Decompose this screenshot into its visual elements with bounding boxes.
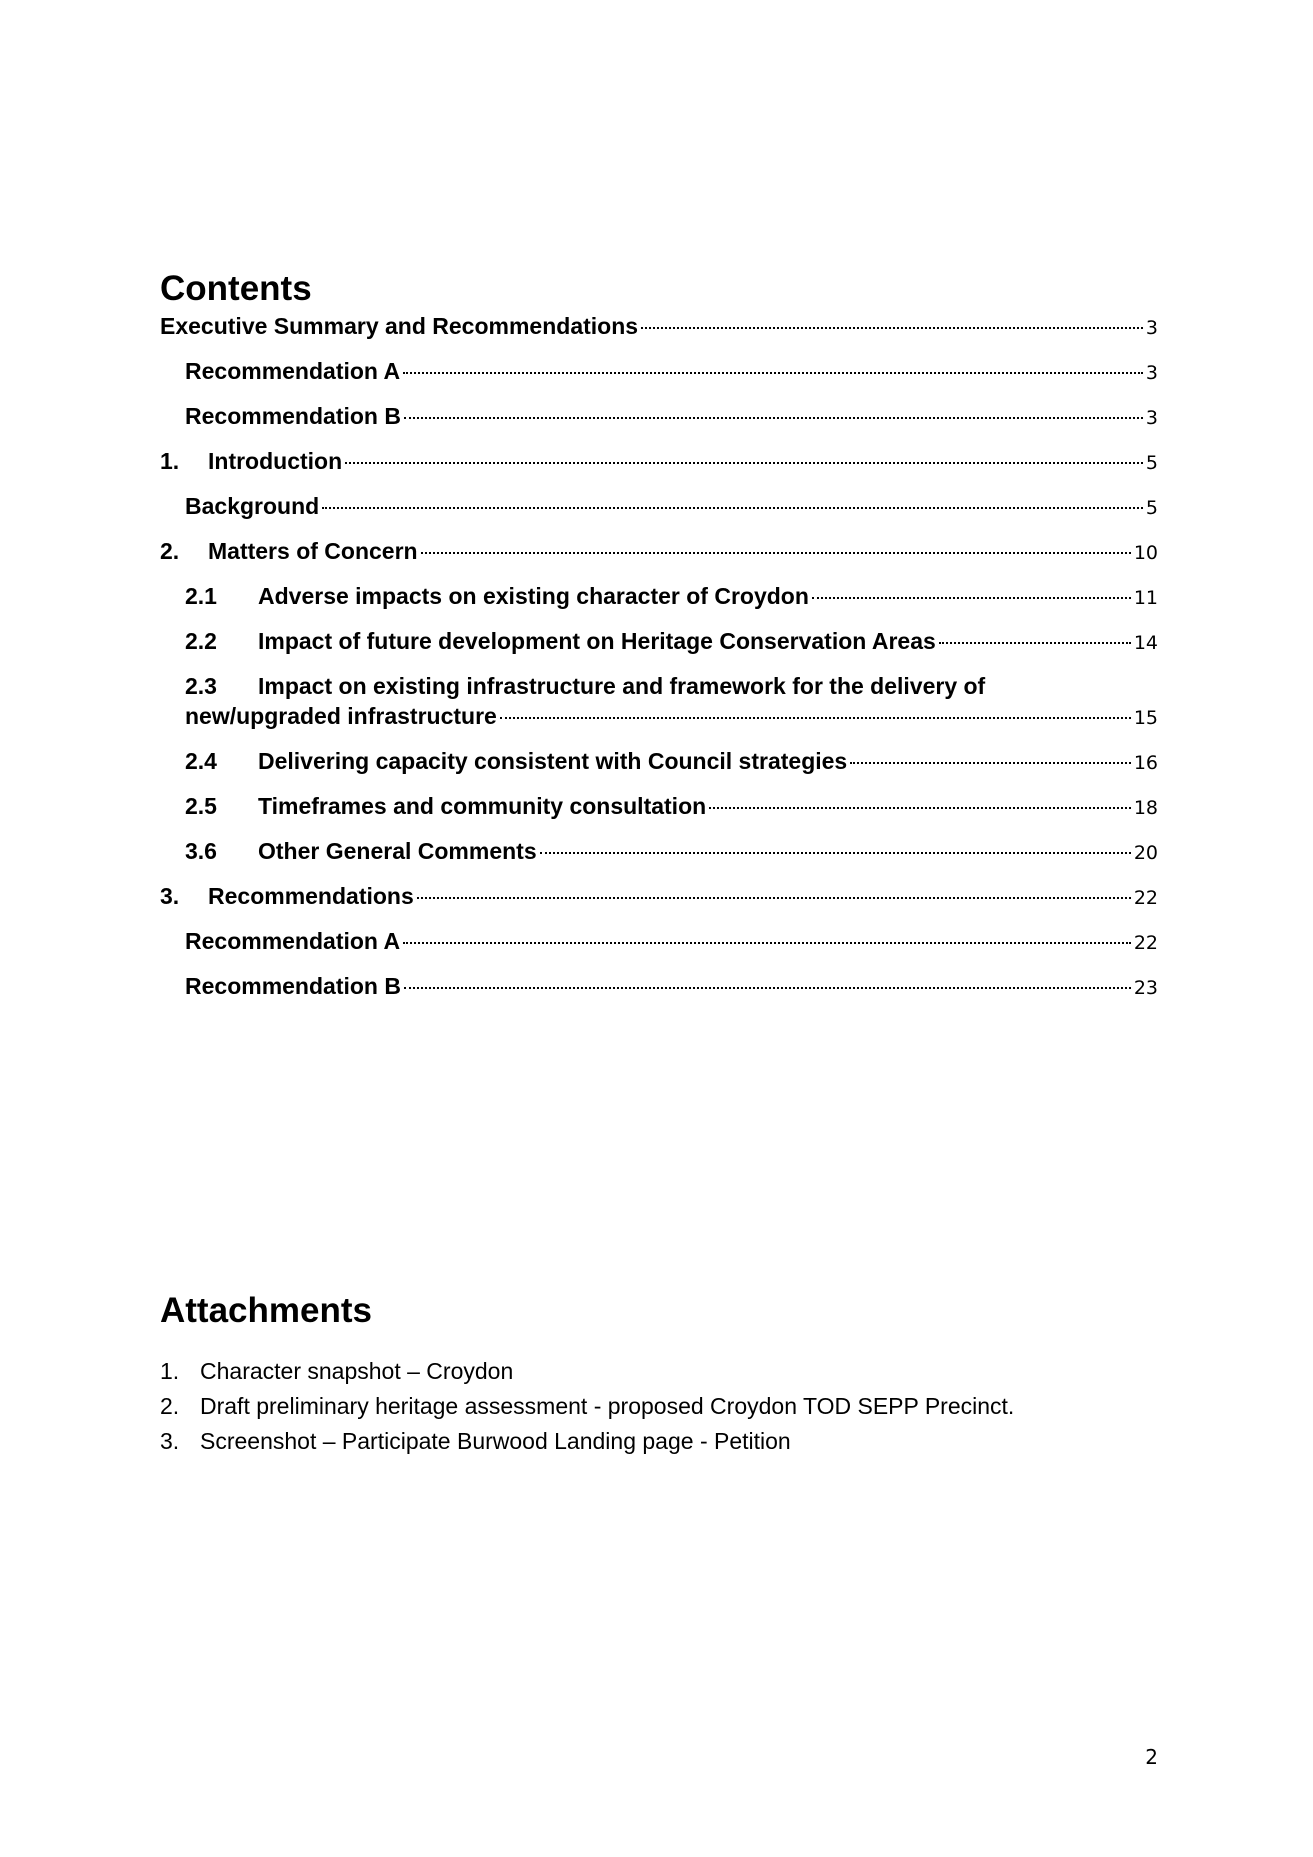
attachments-heading: Attachments xyxy=(160,1291,372,1330)
toc-entry-recommendation-b-2[interactable] xyxy=(160,971,1158,1003)
toc-list xyxy=(160,311,1158,1003)
toc-entry-number: 1. xyxy=(160,447,180,474)
toc-entry-recommendation-a[interactable] xyxy=(160,356,1158,388)
toc-entry-text: Impact on existing infrastructure and framework for the delivery of xyxy=(258,672,986,699)
toc-entry-text: Executive Summary and Recommendations xyxy=(160,312,639,339)
toc-entry-number: 3. xyxy=(160,882,180,909)
toc-entry-2-3[interactable] xyxy=(160,671,1158,733)
toc-leader-dots xyxy=(500,717,1131,719)
contents-heading: Contents xyxy=(160,269,312,308)
attachment-text: Draft preliminary heritage assessment - proposed Croydon TOD SEPP Precinct. xyxy=(200,1393,1015,1419)
toc-page-number: 3 xyxy=(1145,361,1158,384)
table-of-contents xyxy=(160,270,1158,1016)
toc-page-number: 22 xyxy=(1133,931,1158,954)
page-number: 2 xyxy=(1145,1745,1158,1769)
toc-entry-2-4[interactable] xyxy=(160,746,1158,778)
toc-entry-number: 2.1 xyxy=(185,582,217,609)
attachments-list xyxy=(160,1354,1158,1459)
toc-leader-dots xyxy=(404,417,1143,419)
toc-leader-dots xyxy=(421,552,1131,554)
attachment-text: Character snapshot – Croydon xyxy=(200,1358,514,1384)
toc-leader-dots xyxy=(403,942,1131,944)
toc-leader-dots xyxy=(417,897,1131,899)
toc-leader-dots xyxy=(404,987,1131,989)
attachments-section xyxy=(160,1290,1158,1459)
toc-entry-line-1 xyxy=(185,671,1158,701)
toc-entry-text-continued: new/upgraded infrastructure xyxy=(185,702,497,729)
list-item xyxy=(160,1424,1158,1459)
toc-entry-text: Impact of future development on Heritage Conservation Areas xyxy=(258,627,936,654)
toc-entry-text: Recommendation B xyxy=(185,402,401,429)
toc-page-number: 14 xyxy=(1133,631,1158,654)
toc-page-number: 3 xyxy=(1145,406,1158,429)
attachment-number: 3. xyxy=(160,1428,180,1454)
toc-leader-dots xyxy=(345,462,1143,464)
toc-entry-recommendations[interactable] xyxy=(160,881,1158,913)
toc-entry-number: 2.3 xyxy=(185,672,217,699)
toc-entry-text: Delivering capacity consistent with Council strategies xyxy=(258,747,848,774)
toc-entry-number: 2.4 xyxy=(185,747,217,774)
toc-entry-text: Matters of Concern xyxy=(208,537,418,564)
toc-entry-text: Other General Comments xyxy=(258,837,537,864)
toc-entry-text: Adverse impacts on existing character of Croydon xyxy=(258,582,809,609)
toc-leader-dots xyxy=(540,852,1131,854)
toc-page-number: 5 xyxy=(1145,496,1158,519)
toc-page-number: 16 xyxy=(1133,751,1158,774)
toc-entry-2-1[interactable] xyxy=(160,581,1158,613)
toc-page-number: 22 xyxy=(1133,886,1158,909)
toc-entry-executive-summary[interactable] xyxy=(160,311,1158,343)
toc-leader-dots xyxy=(812,597,1131,599)
list-item xyxy=(160,1354,1158,1389)
toc-leader-dots xyxy=(641,327,1143,329)
toc-leader-dots xyxy=(709,807,1131,809)
toc-page-number: 10 xyxy=(1133,541,1158,564)
toc-page-number: 18 xyxy=(1133,796,1158,819)
toc-entry-recommendation-a-2[interactable] xyxy=(160,926,1158,958)
toc-page-number: 11 xyxy=(1133,586,1158,609)
toc-page-number: 23 xyxy=(1133,976,1158,999)
toc-entry-matters-of-concern[interactable] xyxy=(160,536,1158,568)
toc-entry-background[interactable] xyxy=(160,491,1158,523)
toc-entry-introduction[interactable] xyxy=(160,446,1158,478)
toc-entry-text: Timeframes and community consultation xyxy=(258,792,707,819)
toc-leader-dots xyxy=(939,642,1131,644)
toc-entry-2-5[interactable] xyxy=(160,791,1158,823)
toc-entry-3-6[interactable] xyxy=(160,836,1158,868)
toc-entry-text: Recommendations xyxy=(208,882,414,909)
list-item xyxy=(160,1389,1158,1424)
attachment-number: 2. xyxy=(160,1393,180,1419)
toc-entry-text: Introduction xyxy=(208,447,343,474)
toc-leader-dots xyxy=(850,762,1131,764)
toc-entry-text: Recommendation A xyxy=(185,927,401,954)
toc-entry-recommendation-b[interactable] xyxy=(160,401,1158,433)
toc-entry-number: 2.2 xyxy=(185,627,217,654)
toc-entry-line-2 xyxy=(185,701,1158,733)
toc-page-number: 5 xyxy=(1145,451,1158,474)
toc-entry-number: 2.5 xyxy=(185,792,217,819)
toc-entry-number: 2. xyxy=(160,537,180,564)
toc-entry-text: Recommendation A xyxy=(185,357,401,384)
toc-leader-dots xyxy=(403,372,1143,374)
toc-entry-text: Background xyxy=(185,492,320,519)
toc-leader-dots xyxy=(322,507,1143,509)
toc-entry-number: 3.6 xyxy=(185,837,217,864)
toc-page-number: 15 xyxy=(1133,706,1158,729)
attachment-text: Screenshot – Participate Burwood Landing page - Petition xyxy=(200,1428,791,1454)
toc-entry-2-2[interactable] xyxy=(160,626,1158,658)
attachment-number: 1. xyxy=(160,1358,180,1384)
toc-page-number: 20 xyxy=(1133,841,1158,864)
toc-entry-text: Recommendation B xyxy=(185,972,401,999)
toc-page-number: 3 xyxy=(1145,316,1158,339)
